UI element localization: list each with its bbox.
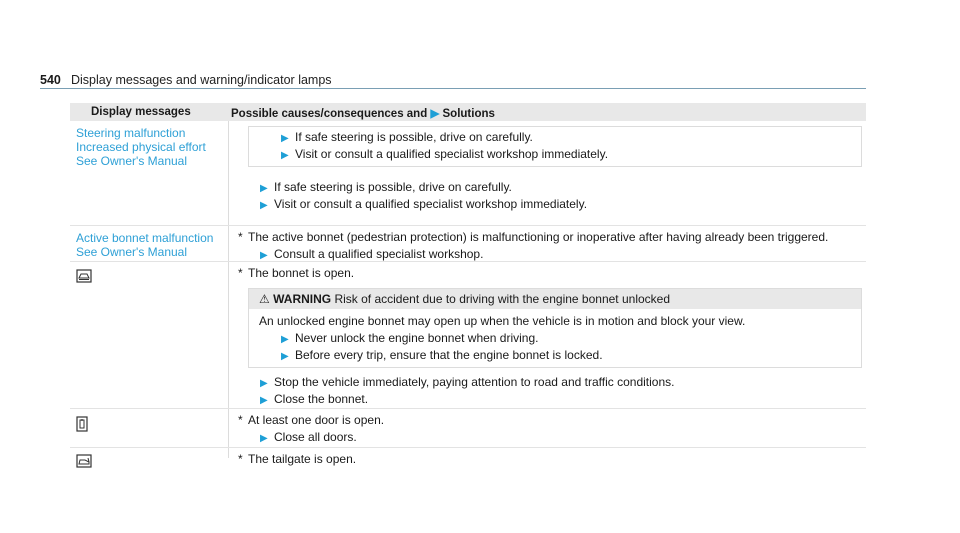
solution-step: ▶ Close all doors.	[238, 429, 866, 446]
bullet-arrow-icon: ▶	[281, 351, 289, 362]
messages-table	[70, 103, 866, 472]
solution-step: ▶ Before every trip, ensure that the engine bonnet is locked.	[259, 347, 861, 364]
table-row-steering	[70, 121, 866, 226]
warning-header: ⚠ WARNING Risk of accident due to driving with the engine bonnet unlocked	[249, 289, 861, 309]
table-row-bonnet-open	[70, 262, 866, 409]
solution-step: ▶ If safe steering is possible, drive on carefully.	[259, 129, 861, 146]
warning-icon: ⚠	[259, 292, 270, 306]
cause-text: * At least one door is open.	[238, 413, 385, 427]
solution-step: ▶ Stop the vehicle immediately, paying attention to road and traffic conditions.	[238, 374, 866, 391]
page-header	[40, 73, 866, 89]
page-title: Display messages and warning/indicator lamps	[71, 73, 332, 87]
tailgate-open-icon	[76, 454, 92, 468]
solution-step: ▶ Consult a qualified specialist workshop.	[238, 246, 866, 263]
bullet-arrow-icon: ▶	[281, 334, 289, 345]
table-row-tailgate-open	[70, 448, 866, 472]
display-message: Steering malfunction Increased physical effort See Owner's Manual	[76, 126, 206, 168]
bullet-arrow-icon: ▶	[281, 150, 289, 161]
cause-text: * The tailgate is open.	[238, 452, 357, 466]
instruction-box	[248, 126, 862, 167]
bullet-arrow-icon: ▶	[260, 433, 268, 444]
warning-body: An unlocked engine bonnet may open up when the vehicle is in motion and block your view.	[259, 314, 746, 328]
bullet-arrow-icon: ▶	[260, 250, 268, 261]
page-number: 540	[40, 73, 61, 87]
bullet-arrow-icon: ▶	[260, 378, 268, 389]
solution-step: ▶ If safe steering is possible, drive on carefully.	[238, 179, 866, 196]
solution-step: ▶ Visit or consult a qualified specialist workshop immediately.	[238, 196, 866, 213]
bullet-arrow-icon: ▶	[260, 395, 268, 406]
solution-step: ▶ Visit or consult a qualified specialist workshop immediately.	[259, 146, 861, 163]
table-row-active-bonnet	[70, 226, 866, 262]
car-bonnet-open-icon	[76, 269, 92, 283]
door-open-symbol	[76, 416, 224, 435]
column-header-messages: Display messages	[91, 106, 191, 118]
table-header	[70, 103, 866, 121]
bullet-arrow-icon: ▶	[281, 133, 289, 144]
display-message: Active bonnet malfunction See Owner's Manual	[76, 231, 214, 259]
solution-step: ▶ Close the bonnet.	[238, 391, 866, 408]
solutions-arrow-icon: ▶	[430, 108, 440, 120]
table-row-door-open	[70, 409, 866, 448]
solution-step: ▶ Never unlock the engine bonnet when driving.	[259, 330, 861, 347]
cause-text: * The active bonnet (pedestrian protection) is malfunctioning or inoperative after having already been triggered.	[238, 230, 829, 244]
warning-box	[248, 288, 862, 368]
bullet-arrow-icon: ▶	[260, 183, 268, 194]
bullet-arrow-icon: ▶	[260, 200, 268, 211]
bonnet-open-symbol	[76, 269, 224, 286]
cause-text: * The bonnet is open.	[238, 266, 355, 280]
column-header-causes: Possible causes/consequences and ▶ Solutions	[231, 108, 495, 120]
tailgate-open-symbol	[76, 454, 224, 471]
door-open-icon	[76, 416, 88, 432]
